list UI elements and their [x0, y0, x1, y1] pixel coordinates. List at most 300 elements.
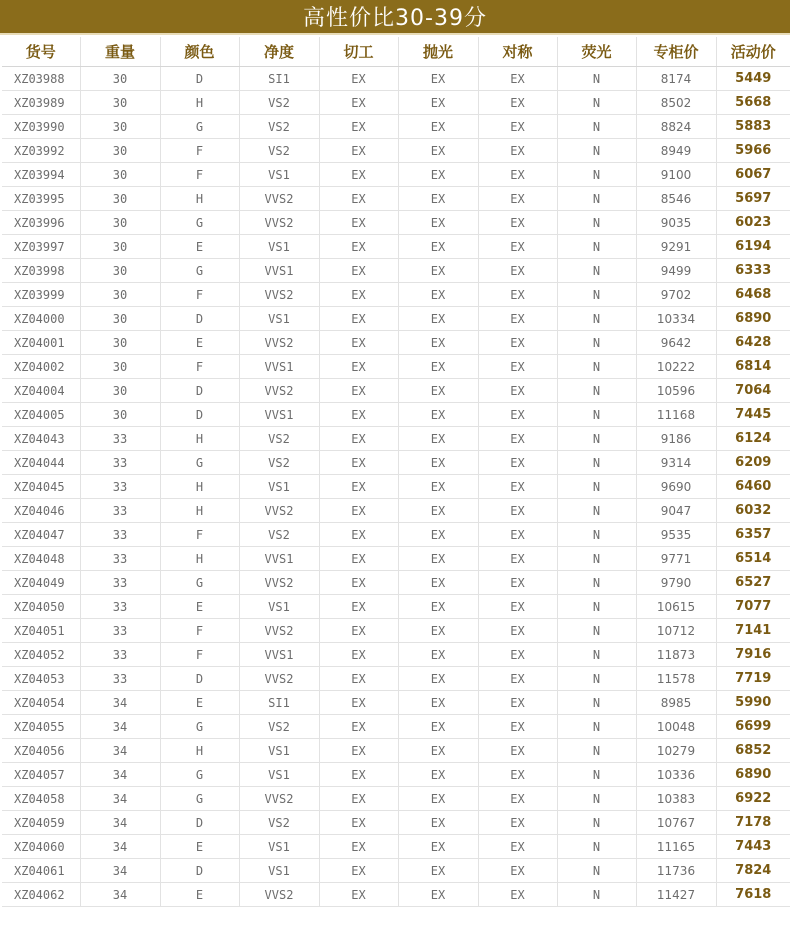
- cell-promo-price: 7618: [716, 883, 790, 907]
- cell-cut: EX: [319, 739, 398, 763]
- cell-polish: EX: [398, 547, 478, 571]
- cell-weight: 30: [80, 331, 160, 355]
- cell-weight: 30: [80, 259, 160, 283]
- cell-promo-price: 7064: [716, 379, 790, 403]
- cell-weight: 34: [80, 835, 160, 859]
- cell-id: XZ03999: [2, 283, 80, 307]
- cell-mall-price: 9642: [636, 331, 716, 355]
- cell-color: H: [160, 427, 239, 451]
- cell-weight: 33: [80, 475, 160, 499]
- cell-fluorescence: N: [557, 859, 636, 883]
- cell-cut: EX: [319, 859, 398, 883]
- cell-color: E: [160, 595, 239, 619]
- cell-polish: EX: [398, 595, 478, 619]
- cell-clarity: VS2: [239, 451, 319, 475]
- cell-fluorescence: N: [557, 331, 636, 355]
- cell-clarity: VS1: [239, 595, 319, 619]
- table-row: [2, 787, 790, 811]
- cell-clarity: VS1: [239, 859, 319, 883]
- cell-clarity: VVS2: [239, 787, 319, 811]
- cell-weight: 34: [80, 787, 160, 811]
- cell-id: XZ03998: [2, 259, 80, 283]
- table-row: [2, 715, 790, 739]
- cell-color: E: [160, 835, 239, 859]
- cell-polish: EX: [398, 811, 478, 835]
- cell-cut: EX: [319, 523, 398, 547]
- table-row: [2, 163, 790, 187]
- cell-weight: 34: [80, 811, 160, 835]
- cell-color: G: [160, 763, 239, 787]
- table-row: [2, 259, 790, 283]
- cell-fluorescence: N: [557, 235, 636, 259]
- cell-color: D: [160, 811, 239, 835]
- cell-clarity: VVS2: [239, 667, 319, 691]
- cell-weight: 30: [80, 355, 160, 379]
- column-header-color: 颜色: [160, 37, 239, 67]
- cell-symmetry: EX: [478, 139, 557, 163]
- cell-clarity: VS1: [239, 307, 319, 331]
- cell-promo-price: 7443: [716, 835, 790, 859]
- cell-cut: EX: [319, 355, 398, 379]
- cell-mall-price: 11427: [636, 883, 716, 907]
- table-row: [2, 91, 790, 115]
- cell-polish: EX: [398, 451, 478, 475]
- table-row: [2, 523, 790, 547]
- cell-clarity: VS2: [239, 427, 319, 451]
- cell-mall-price: 10596: [636, 379, 716, 403]
- cell-color: H: [160, 187, 239, 211]
- cell-clarity: VS1: [239, 235, 319, 259]
- cell-mall-price: 10222: [636, 355, 716, 379]
- table-row: [2, 235, 790, 259]
- cell-id: XZ04044: [2, 451, 80, 475]
- cell-symmetry: EX: [478, 811, 557, 835]
- cell-cut: EX: [319, 787, 398, 811]
- cell-cut: EX: [319, 811, 398, 835]
- cell-mall-price: 11736: [636, 859, 716, 883]
- cell-clarity: VVS2: [239, 331, 319, 355]
- cell-color: F: [160, 643, 239, 667]
- cell-color: E: [160, 691, 239, 715]
- cell-polish: EX: [398, 403, 478, 427]
- cell-clarity: VVS2: [239, 571, 319, 595]
- cell-polish: EX: [398, 787, 478, 811]
- cell-fluorescence: N: [557, 739, 636, 763]
- cell-promo-price: 6428: [716, 331, 790, 355]
- cell-weight: 34: [80, 763, 160, 787]
- cell-fluorescence: N: [557, 283, 636, 307]
- cell-symmetry: EX: [478, 331, 557, 355]
- cell-symmetry: EX: [478, 787, 557, 811]
- cell-mall-price: 8985: [636, 691, 716, 715]
- cell-cut: EX: [319, 115, 398, 139]
- cell-mall-price: 9047: [636, 499, 716, 523]
- cell-promo-price: 6890: [716, 307, 790, 331]
- cell-clarity: VVS1: [239, 259, 319, 283]
- cell-color: F: [160, 139, 239, 163]
- table-row: [2, 355, 790, 379]
- cell-mall-price: 9186: [636, 427, 716, 451]
- cell-fluorescence: N: [557, 403, 636, 427]
- cell-promo-price: 6357: [716, 523, 790, 547]
- cell-mall-price: 9771: [636, 547, 716, 571]
- cell-fluorescence: N: [557, 307, 636, 331]
- cell-clarity: VVS2: [239, 187, 319, 211]
- cell-polish: EX: [398, 259, 478, 283]
- cell-fluorescence: N: [557, 67, 636, 91]
- cell-promo-price: 6032: [716, 499, 790, 523]
- cell-id: XZ04059: [2, 811, 80, 835]
- cell-weight: 30: [80, 163, 160, 187]
- cell-polish: EX: [398, 763, 478, 787]
- cell-mall-price: 8824: [636, 115, 716, 139]
- cell-mall-price: 9702: [636, 283, 716, 307]
- cell-mall-price: 9100: [636, 163, 716, 187]
- cell-promo-price: 6194: [716, 235, 790, 259]
- cell-color: G: [160, 451, 239, 475]
- cell-mall-price: 8546: [636, 187, 716, 211]
- table-row: [2, 283, 790, 307]
- cell-polish: EX: [398, 691, 478, 715]
- cell-fluorescence: N: [557, 139, 636, 163]
- cell-promo-price: 7824: [716, 859, 790, 883]
- cell-symmetry: EX: [478, 283, 557, 307]
- cell-clarity: VVS1: [239, 547, 319, 571]
- table-row: [2, 139, 790, 163]
- cell-promo-price: 6067: [716, 163, 790, 187]
- cell-mall-price: 10334: [636, 307, 716, 331]
- cell-color: F: [160, 163, 239, 187]
- table-row: [2, 307, 790, 331]
- cell-polish: EX: [398, 355, 478, 379]
- cell-clarity: VS2: [239, 91, 319, 115]
- cell-cut: EX: [319, 403, 398, 427]
- column-header-polish: 抛光: [398, 37, 478, 67]
- cell-polish: EX: [398, 475, 478, 499]
- cell-clarity: VS2: [239, 811, 319, 835]
- cell-color: G: [160, 571, 239, 595]
- cell-polish: EX: [398, 139, 478, 163]
- cell-color: G: [160, 787, 239, 811]
- table-row: [2, 667, 790, 691]
- cell-id: XZ04058: [2, 787, 80, 811]
- cell-symmetry: EX: [478, 571, 557, 595]
- cell-fluorescence: N: [557, 211, 636, 235]
- cell-symmetry: EX: [478, 259, 557, 283]
- cell-mall-price: 10279: [636, 739, 716, 763]
- cell-weight: 30: [80, 187, 160, 211]
- cell-promo-price: 5449: [716, 67, 790, 91]
- table-header-row: [2, 37, 790, 67]
- cell-polish: EX: [398, 67, 478, 91]
- cell-symmetry: EX: [478, 403, 557, 427]
- cell-polish: EX: [398, 739, 478, 763]
- cell-id: XZ04057: [2, 763, 80, 787]
- table-row: [2, 547, 790, 571]
- cell-mall-price: 9035: [636, 211, 716, 235]
- cell-id: XZ03997: [2, 235, 80, 259]
- cell-polish: EX: [398, 211, 478, 235]
- cell-weight: 30: [80, 139, 160, 163]
- cell-id: XZ03989: [2, 91, 80, 115]
- cell-id: XZ04047: [2, 523, 80, 547]
- cell-weight: 33: [80, 595, 160, 619]
- cell-cut: EX: [319, 619, 398, 643]
- cell-symmetry: EX: [478, 67, 557, 91]
- cell-id: XZ03996: [2, 211, 80, 235]
- cell-promo-price: 6890: [716, 763, 790, 787]
- cell-fluorescence: N: [557, 835, 636, 859]
- table-row: [2, 115, 790, 139]
- table-row: [2, 379, 790, 403]
- table-row: [2, 643, 790, 667]
- cell-color: H: [160, 91, 239, 115]
- cell-promo-price: 5966: [716, 139, 790, 163]
- cell-id: XZ04050: [2, 595, 80, 619]
- cell-polish: EX: [398, 643, 478, 667]
- table-row: [2, 739, 790, 763]
- cell-cut: EX: [319, 331, 398, 355]
- cell-fluorescence: N: [557, 499, 636, 523]
- cell-weight: 30: [80, 91, 160, 115]
- cell-clarity: VVS1: [239, 355, 319, 379]
- cell-fluorescence: N: [557, 691, 636, 715]
- cell-id: XZ03994: [2, 163, 80, 187]
- cell-id: XZ04053: [2, 667, 80, 691]
- cell-promo-price: 7077: [716, 595, 790, 619]
- cell-cut: EX: [319, 379, 398, 403]
- cell-clarity: VVS2: [239, 283, 319, 307]
- cell-cut: EX: [319, 427, 398, 451]
- table-row: [2, 187, 790, 211]
- cell-mall-price: 11165: [636, 835, 716, 859]
- cell-id: XZ03990: [2, 115, 80, 139]
- table-row: [2, 763, 790, 787]
- cell-color: G: [160, 115, 239, 139]
- cell-polish: EX: [398, 859, 478, 883]
- cell-symmetry: EX: [478, 883, 557, 907]
- cell-color: G: [160, 259, 239, 283]
- cell-polish: EX: [398, 619, 478, 643]
- table-row: [2, 595, 790, 619]
- cell-promo-price: 6209: [716, 451, 790, 475]
- cell-symmetry: EX: [478, 547, 557, 571]
- cell-cut: EX: [319, 139, 398, 163]
- table-row: [2, 619, 790, 643]
- cell-color: D: [160, 859, 239, 883]
- cell-promo-price: 7916: [716, 643, 790, 667]
- cell-promo-price: 6514: [716, 547, 790, 571]
- cell-cut: EX: [319, 91, 398, 115]
- cell-mall-price: 11873: [636, 643, 716, 667]
- cell-symmetry: EX: [478, 163, 557, 187]
- cell-weight: 34: [80, 739, 160, 763]
- cell-fluorescence: N: [557, 571, 636, 595]
- cell-id: XZ04061: [2, 859, 80, 883]
- cell-fluorescence: N: [557, 355, 636, 379]
- cell-polish: EX: [398, 427, 478, 451]
- cell-polish: EX: [398, 187, 478, 211]
- cell-polish: EX: [398, 523, 478, 547]
- cell-polish: EX: [398, 283, 478, 307]
- cell-color: F: [160, 355, 239, 379]
- cell-id: XZ04062: [2, 883, 80, 907]
- cell-fluorescence: N: [557, 715, 636, 739]
- cell-cut: EX: [319, 667, 398, 691]
- column-header-id: 货号: [2, 37, 80, 67]
- cell-symmetry: EX: [478, 643, 557, 667]
- column-header-cut: 切工: [319, 37, 398, 67]
- cell-weight: 34: [80, 859, 160, 883]
- column-header-fluorescence: 荧光: [557, 37, 636, 67]
- cell-color: G: [160, 211, 239, 235]
- table-row: [2, 67, 790, 91]
- cell-id: XZ03988: [2, 67, 80, 91]
- cell-promo-price: 5990: [716, 691, 790, 715]
- cell-clarity: VVS2: [239, 499, 319, 523]
- cell-cut: EX: [319, 307, 398, 331]
- cell-polish: EX: [398, 883, 478, 907]
- cell-id: XZ04045: [2, 475, 80, 499]
- cell-id: XZ04004: [2, 379, 80, 403]
- cell-fluorescence: N: [557, 187, 636, 211]
- table-row: [2, 331, 790, 355]
- cell-mall-price: 11578: [636, 667, 716, 691]
- cell-color: D: [160, 403, 239, 427]
- cell-mall-price: 9690: [636, 475, 716, 499]
- cell-promo-price: 5697: [716, 187, 790, 211]
- cell-symmetry: EX: [478, 187, 557, 211]
- cell-symmetry: EX: [478, 523, 557, 547]
- cell-color: G: [160, 715, 239, 739]
- cell-symmetry: EX: [478, 475, 557, 499]
- cell-mall-price: 11168: [636, 403, 716, 427]
- cell-color: H: [160, 739, 239, 763]
- cell-weight: 33: [80, 619, 160, 643]
- cell-weight: 30: [80, 211, 160, 235]
- table-row: [2, 883, 790, 907]
- cell-symmetry: EX: [478, 499, 557, 523]
- cell-cut: EX: [319, 283, 398, 307]
- cell-id: XZ04056: [2, 739, 80, 763]
- cell-mall-price: 9535: [636, 523, 716, 547]
- cell-polish: EX: [398, 379, 478, 403]
- cell-mall-price: 10615: [636, 595, 716, 619]
- cell-symmetry: EX: [478, 835, 557, 859]
- cell-color: H: [160, 475, 239, 499]
- cell-cut: EX: [319, 67, 398, 91]
- cell-color: D: [160, 667, 239, 691]
- cell-symmetry: EX: [478, 715, 557, 739]
- cell-id: XZ04048: [2, 547, 80, 571]
- cell-mall-price: 9499: [636, 259, 716, 283]
- cell-symmetry: EX: [478, 211, 557, 235]
- cell-fluorescence: N: [557, 811, 636, 835]
- cell-cut: EX: [319, 595, 398, 619]
- cell-promo-price: 6814: [716, 355, 790, 379]
- cell-color: H: [160, 547, 239, 571]
- cell-cut: EX: [319, 547, 398, 571]
- cell-mall-price: 8949: [636, 139, 716, 163]
- cell-promo-price: 5883: [716, 115, 790, 139]
- cell-promo-price: 6460: [716, 475, 790, 499]
- cell-weight: 33: [80, 427, 160, 451]
- table-row: [2, 835, 790, 859]
- cell-mall-price: 10336: [636, 763, 716, 787]
- cell-symmetry: EX: [478, 595, 557, 619]
- cell-id: XZ04001: [2, 331, 80, 355]
- cell-id: XZ04051: [2, 619, 80, 643]
- cell-polish: EX: [398, 715, 478, 739]
- cell-clarity: VS1: [239, 475, 319, 499]
- cell-symmetry: EX: [478, 355, 557, 379]
- cell-symmetry: EX: [478, 91, 557, 115]
- cell-promo-price: 6699: [716, 715, 790, 739]
- cell-cut: EX: [319, 691, 398, 715]
- cell-mall-price: 10048: [636, 715, 716, 739]
- cell-symmetry: EX: [478, 667, 557, 691]
- table-row: [2, 403, 790, 427]
- cell-promo-price: 6468: [716, 283, 790, 307]
- cell-clarity: VS1: [239, 163, 319, 187]
- cell-weight: 33: [80, 523, 160, 547]
- cell-id: XZ03995: [2, 187, 80, 211]
- cell-weight: 30: [80, 307, 160, 331]
- cell-id: XZ04002: [2, 355, 80, 379]
- cell-clarity: VS2: [239, 115, 319, 139]
- table-row: [2, 475, 790, 499]
- cell-color: D: [160, 307, 239, 331]
- cell-fluorescence: N: [557, 475, 636, 499]
- column-header-symmetry: 对称: [478, 37, 557, 67]
- cell-polish: EX: [398, 307, 478, 331]
- cell-weight: 30: [80, 283, 160, 307]
- column-header-weight: 重量: [80, 37, 160, 67]
- cell-fluorescence: N: [557, 787, 636, 811]
- cell-cut: EX: [319, 571, 398, 595]
- cell-fluorescence: N: [557, 259, 636, 283]
- cell-polish: EX: [398, 163, 478, 187]
- cell-promo-price: 6527: [716, 571, 790, 595]
- cell-fluorescence: N: [557, 547, 636, 571]
- cell-polish: EX: [398, 115, 478, 139]
- cell-id: XZ04055: [2, 715, 80, 739]
- cell-mall-price: 10767: [636, 811, 716, 835]
- cell-mall-price: 10712: [636, 619, 716, 643]
- cell-symmetry: EX: [478, 235, 557, 259]
- cell-polish: EX: [398, 331, 478, 355]
- table-row: [2, 451, 790, 475]
- cell-polish: EX: [398, 499, 478, 523]
- cell-cut: EX: [319, 475, 398, 499]
- cell-cut: EX: [319, 163, 398, 187]
- cell-id: XZ04005: [2, 403, 80, 427]
- cell-symmetry: EX: [478, 307, 557, 331]
- cell-weight: 33: [80, 667, 160, 691]
- cell-clarity: VVS1: [239, 403, 319, 427]
- cell-clarity: VS1: [239, 763, 319, 787]
- cell-weight: 30: [80, 403, 160, 427]
- cell-color: E: [160, 331, 239, 355]
- cell-fluorescence: N: [557, 763, 636, 787]
- cell-color: F: [160, 283, 239, 307]
- cell-id: XZ04049: [2, 571, 80, 595]
- cell-clarity: SI1: [239, 691, 319, 715]
- cell-id: XZ03992: [2, 139, 80, 163]
- cell-id: XZ04043: [2, 427, 80, 451]
- cell-cut: EX: [319, 715, 398, 739]
- cell-polish: EX: [398, 235, 478, 259]
